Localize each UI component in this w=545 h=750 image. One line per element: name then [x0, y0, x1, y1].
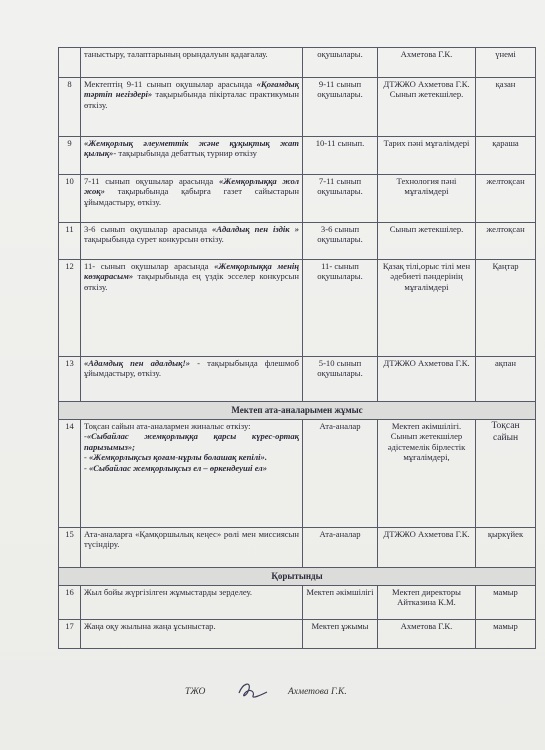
section-heading-parents: Мектеп ата-аналарымен жұмыс	[59, 402, 536, 420]
table-row	[59, 528, 536, 568]
table-row	[59, 175, 536, 223]
responsible-cell: Қазақ тілі,орыс тілі мен әдебиеті пәндерінің мұғалімдері	[378, 260, 476, 357]
responsible-cell: Сынып жетекшілер.	[378, 223, 476, 260]
signature-name: Ахметова Г.К.	[288, 687, 347, 697]
activity-topic: «Жемқорлыққа менің көзқарасым»	[84, 261, 299, 282]
responsible-cell: ДТЖЖО Ахметова Г.К. Сынып жетекшілер.	[378, 78, 476, 137]
meeting-topic: - «Сыбайлас жемқорлықсыз ел – өркендеуші ел»	[84, 462, 267, 473]
participants-cell: 10-11 сынып.	[303, 137, 378, 175]
term-cell: мамыр	[476, 586, 536, 620]
activity-text: тақырыбында ең үздік эсселер конкурсын өткізу.	[84, 271, 299, 292]
activity-text: Мектептің 9-11 сынып оқушылар арасында	[84, 79, 257, 89]
participants-cell: Ата-аналар	[303, 420, 378, 528]
term-cell: қыркүйек	[476, 528, 536, 568]
responsible-cell: Технология пәні мұғалімдері	[378, 175, 476, 223]
term-cell: Қаңтар	[476, 260, 536, 357]
participants-cell: 5-10 сынып оқушылары.	[303, 357, 378, 402]
activity-cell	[81, 260, 303, 357]
responsible-cell: Мектеп әкімшілігі. Сынып жетекшілер әдістемелік бірлестік мұғалімдері,	[378, 420, 476, 528]
participants-cell: Мектеп әкімшілігі	[303, 586, 378, 620]
activity-cell	[81, 420, 303, 528]
activity-text: 7-11 сынып оқушылар арасында	[84, 176, 220, 186]
table-row	[59, 48, 536, 78]
row-number: 12	[59, 260, 81, 357]
responsible-cell: ДТЖЖО Ахметова Г.К.	[378, 528, 476, 568]
participants-cell: Мектеп ұжымы	[303, 620, 378, 649]
row-number: 16	[59, 586, 81, 620]
row-number: 10	[59, 175, 81, 223]
activity-text: - тақырыбында флешмоб ұйымдастыру, өткізу.	[84, 358, 299, 379]
responsible-cell: Ахметова Г.К.	[378, 48, 476, 78]
activity-cell	[81, 357, 303, 402]
section-heading-final: Қорытынды	[59, 568, 536, 586]
activity-text: тақырыбында пікірталас практикумын өткізу.	[84, 89, 299, 110]
activity-text: Тоқсан сайын ата-аналармен жиналыс өткізу:	[84, 421, 251, 431]
activity-text: 11- сынып оқушылар арасында	[84, 261, 215, 271]
activity-topic: «Жемқорлыққа жол жоқ»	[84, 176, 299, 197]
table-row	[59, 137, 536, 175]
row-number: 13	[59, 357, 81, 402]
row-number: 8	[59, 78, 81, 137]
activity-topic: «Қоғамдық тәртіп негіздері»	[84, 79, 299, 100]
participants-cell: 3-6 сынып оқушылары.	[303, 223, 378, 260]
term-cell: желтоқсан	[476, 175, 536, 223]
activity-cell: таныстыру, талаптарының орындалуын қадағалау.	[81, 48, 303, 78]
table-row	[59, 620, 536, 649]
activity-cell	[81, 78, 303, 137]
activity-topic: «Адалдық пен іздік »	[212, 224, 299, 234]
activity-cell: Жаңа оқу жылына жаңа ұсыныстар.	[81, 620, 303, 649]
term-cell: Тоқсан сайын	[476, 420, 536, 528]
responsible-cell: Тарих пәні мұғалімдері	[378, 137, 476, 175]
activity-cell	[81, 223, 303, 260]
activity-cell: Жыл бойы жүргізілген жұмыстарды зерделеу.	[81, 586, 303, 620]
activity-text: тақырыбында қабырға газет сайыстарын ұйымдастыру, өткізу.	[84, 186, 299, 207]
term-cell: қазан	[476, 78, 536, 137]
meeting-topic: - «Жемқорлықсыз қоғам-нұрлы болашақ кепілі».	[84, 452, 267, 463]
activity-text: 3-6 сынып оқушылар арасында	[84, 224, 213, 234]
row-number: 11	[59, 223, 81, 260]
activity-text: - тақырыбында дебаттық турнир өткізу	[113, 148, 257, 159]
plan-table	[58, 47, 536, 649]
responsible-cell: Мектеп директоры Айтказина К.М.	[378, 586, 476, 620]
table-row	[59, 357, 536, 402]
row-number: 17	[59, 620, 81, 649]
row-number: 15	[59, 528, 81, 568]
meeting-topic: -«Сыбайлас жемқорлыққа қарсы күрес-ортақ парызымыз»;	[84, 431, 299, 452]
row-number	[59, 48, 81, 78]
row-number: 14	[59, 420, 81, 528]
activity-topic: «Адамдық пен адалдық!»	[84, 358, 191, 368]
section-header-row	[59, 568, 536, 586]
participants-cell: 7-11 сынып оқушылары.	[303, 175, 378, 223]
table-row	[59, 586, 536, 620]
responsible-cell: Ахметова Г.К.	[378, 620, 476, 649]
term-cell: үнемі	[476, 48, 536, 78]
row-number: 9	[59, 137, 81, 175]
participants-cell: 11- сынып оқушылары.	[303, 260, 378, 357]
term-cell: ақпан	[476, 357, 536, 402]
participants-cell: Ата-аналар	[303, 528, 378, 568]
section-header-row	[59, 402, 536, 420]
table-row	[59, 420, 536, 528]
activity-topic: «Жемқорлық әлеуметтік және құқықтық жат қылық»	[84, 138, 299, 159]
handwritten-signature-icon	[233, 679, 273, 701]
term-cell: қараша	[476, 137, 536, 175]
activity-cell	[81, 137, 303, 175]
signature-role: ТЖО	[185, 687, 206, 697]
activity-cell	[81, 175, 303, 223]
activity-text: тақырыбында сурет конкурсын өткізу.	[84, 234, 224, 245]
participants-cell: 9-11 сынып оқушылары.	[303, 78, 378, 137]
term-cell: желтоқсан	[476, 223, 536, 260]
responsible-cell: ДТЖЖО Ахметова Г.К.	[378, 357, 476, 402]
participants-cell: оқушылары.	[303, 48, 378, 78]
table-row	[59, 223, 536, 260]
table-row	[59, 260, 536, 357]
activity-cell: Ата-аналарға «Қамқоршылық кеңес» рөлі мен миссиясын түсіндіру.	[81, 528, 303, 568]
table-row	[59, 78, 536, 137]
term-cell: мамыр	[476, 620, 536, 649]
